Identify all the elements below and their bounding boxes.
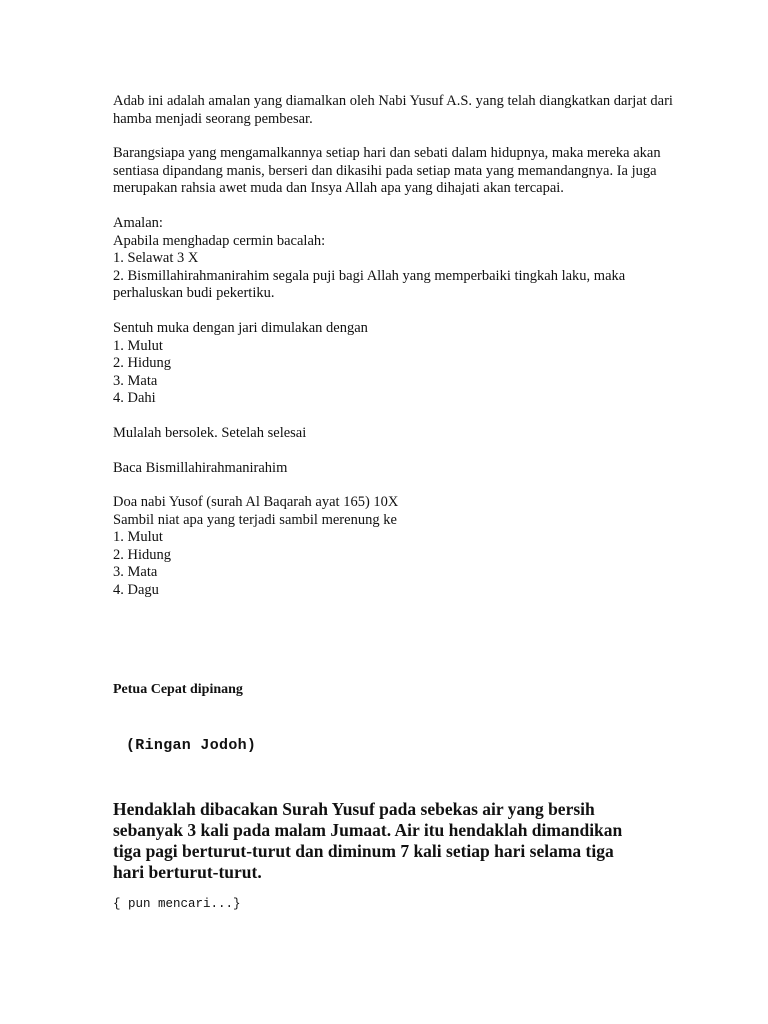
list-item: 2. Bismillahirahmanirahim segala puji bagi Allah yang memperbaiki tingkah laku, maka perhaluskan budi pekertiku. <box>113 267 626 302</box>
intro-paragraph-1: Adab ini adalah amalan yang diamalkan oleh Nabi Yusuf A.S. yang telah diangkatkan darjat dari hamba menjadi seorang pembesar. <box>113 93 673 127</box>
list-item: 2. Hidung <box>113 355 171 372</box>
list-item: 3. Mata <box>113 372 158 389</box>
surah-yusuf-paragraph: Hendaklah dibacakan Surah Yusuf pada sebekas air yang bersih sebanyak 3 kali pada malam Jumaat. Air itu hendaklah dimandikan tiga pagi berturut-turut dan diminum 7 kali setiap hari selama tiga hari berturut-turut. <box>113 799 623 882</box>
amalan-instruction: Apabila menghadap cermin bacalah: <box>113 232 326 249</box>
list-item: 4. Dahi <box>113 390 156 407</box>
amalan-list <box>113 250 673 303</box>
sentuh-section <box>113 320 673 408</box>
amalan-section <box>113 215 673 303</box>
doa-line-2: Sambil niat apa yang terjadi sambil merenung ke <box>113 511 397 528</box>
list-item: 1. Mulut <box>113 337 163 354</box>
sentuh-list <box>113 338 673 408</box>
list-item: 3. Mata <box>113 564 158 581</box>
footer-mono-text: { pun mencari...} <box>113 897 241 911</box>
doa-line-1: Doa nabi Yusof (surah Al Baqarah ayat 165) 10X <box>113 494 399 511</box>
petua-title: Petua Cepat dipinang <box>113 682 243 697</box>
baca-line: Baca Bismillahirahmanirahim <box>113 459 288 476</box>
document-body <box>113 93 673 600</box>
list-item: 1. Mulut <box>113 529 163 546</box>
intro-paragraph-2: Barangsiapa yang mengamalkannya setiap hari dan sebati dalam hidupnya, maka mereka akan sentiasa dipandang manis, berseri dan dikasihi pada setiap mata yang memandangnya. Ia juga merupakan rahsia awet muda dan Insya Allah apa yang dihajati akan tercapai. <box>113 145 661 197</box>
doa-section <box>113 494 673 600</box>
ringan-jodoh-title: (Ringan Jodoh) <box>126 737 257 754</box>
sentuh-label: Sentuh muka dengan jari dimulakan dengan <box>113 319 368 336</box>
amalan-label: Amalan: <box>113 214 163 231</box>
list-item: 2. Hidung <box>113 546 171 563</box>
list-item: 1. Selawat 3 X <box>113 250 199 267</box>
doa-list <box>113 529 673 599</box>
mulalah-line: Mulalah bersolek. Setelah selesai <box>113 424 307 441</box>
list-item: 4. Dagu <box>113 582 159 599</box>
